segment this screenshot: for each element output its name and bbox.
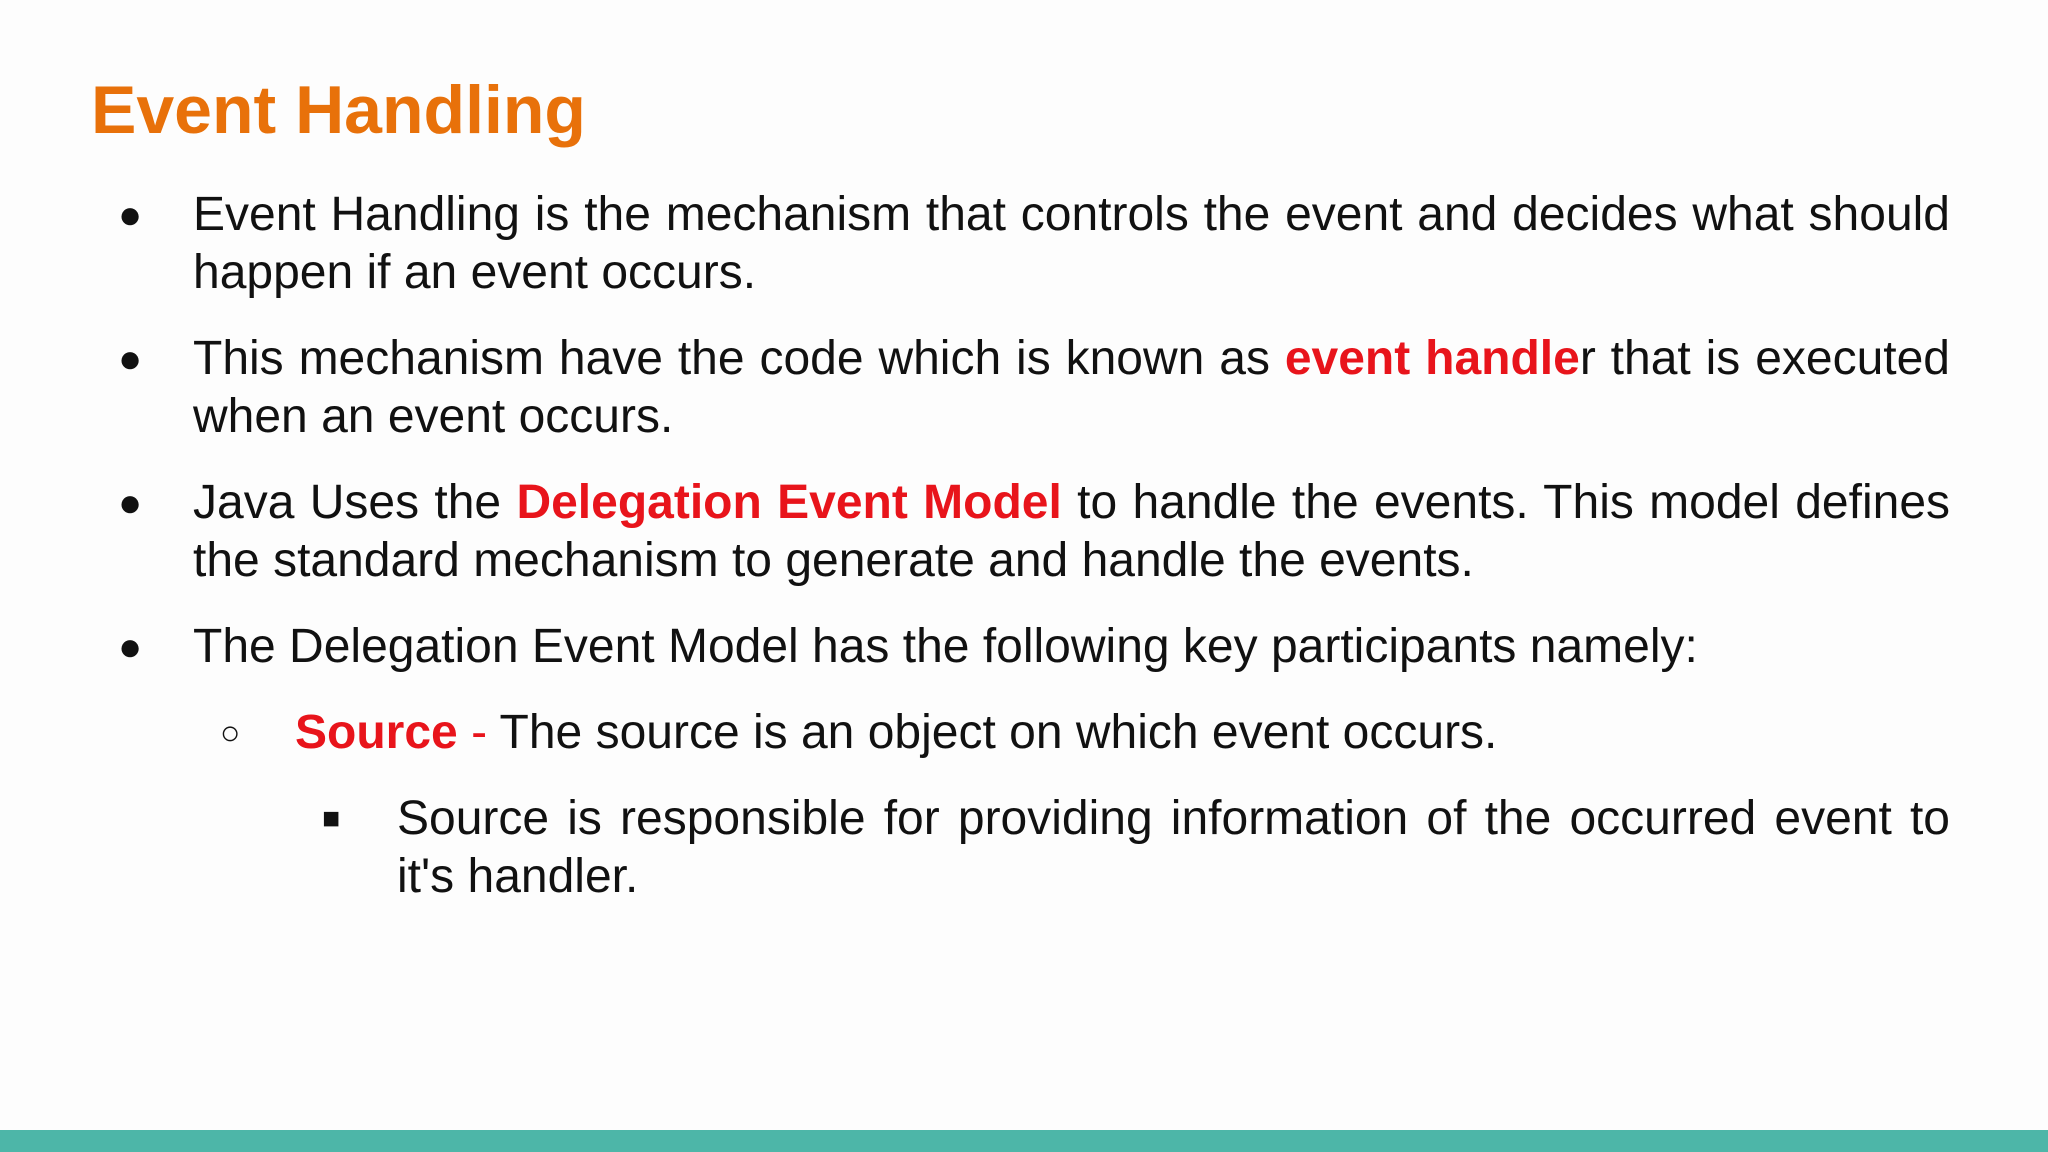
bullet-text-after: r that is executed when an event occurs. <box>193 332 1951 443</box>
list-item <box>0 474 2048 590</box>
sub-list-item <box>0 704 2048 762</box>
bullet-marker: ● <box>118 481 143 525</box>
list-item <box>0 618 2048 676</box>
bullet-marker: ● <box>118 337 143 381</box>
sub-bullet-text <box>295 704 1950 762</box>
sub-bullet-body: The source is an object on which event occurs. <box>499 706 1498 759</box>
footer-bar <box>0 1130 2048 1152</box>
event-handler-highlight: event handle <box>1284 332 1580 385</box>
bullet-text: Event Handling is the mechanism that controls the event and decides what should happen if an event occurs. <box>193 188 1950 299</box>
list-item <box>0 330 2048 446</box>
bullet-text-before: This mechanism have the code which is known as <box>193 332 1285 385</box>
sub-bullet-marker: ○ <box>220 714 241 752</box>
bullet-text <box>193 330 1950 446</box>
bullet-text-after: to handle the events. This model defines the standard mechanism to generate and handle the events. <box>193 476 1951 587</box>
bullet-marker: ● <box>118 193 143 237</box>
sub-sub-list-item <box>0 790 2048 906</box>
source-highlight: Source <box>295 706 458 759</box>
delegation-event-model-highlight: Delegation Event Model <box>516 476 1062 529</box>
bullet-text-before: Java Uses the <box>193 476 517 529</box>
bullet-text <box>193 474 1950 590</box>
bullet-text: The Delegation Event Model has the following key participants namely: <box>193 620 1698 673</box>
source-separator: - <box>457 706 500 759</box>
list-item <box>0 186 2048 302</box>
slide-title: Event Handling <box>91 72 586 148</box>
bullet-marker: ● <box>118 625 143 669</box>
sub-sub-bullet-text: Source is responsible for providing information of the occurred event to it's handler. <box>397 792 1950 903</box>
sub-sub-bullet-marker: ■ <box>322 802 341 835</box>
